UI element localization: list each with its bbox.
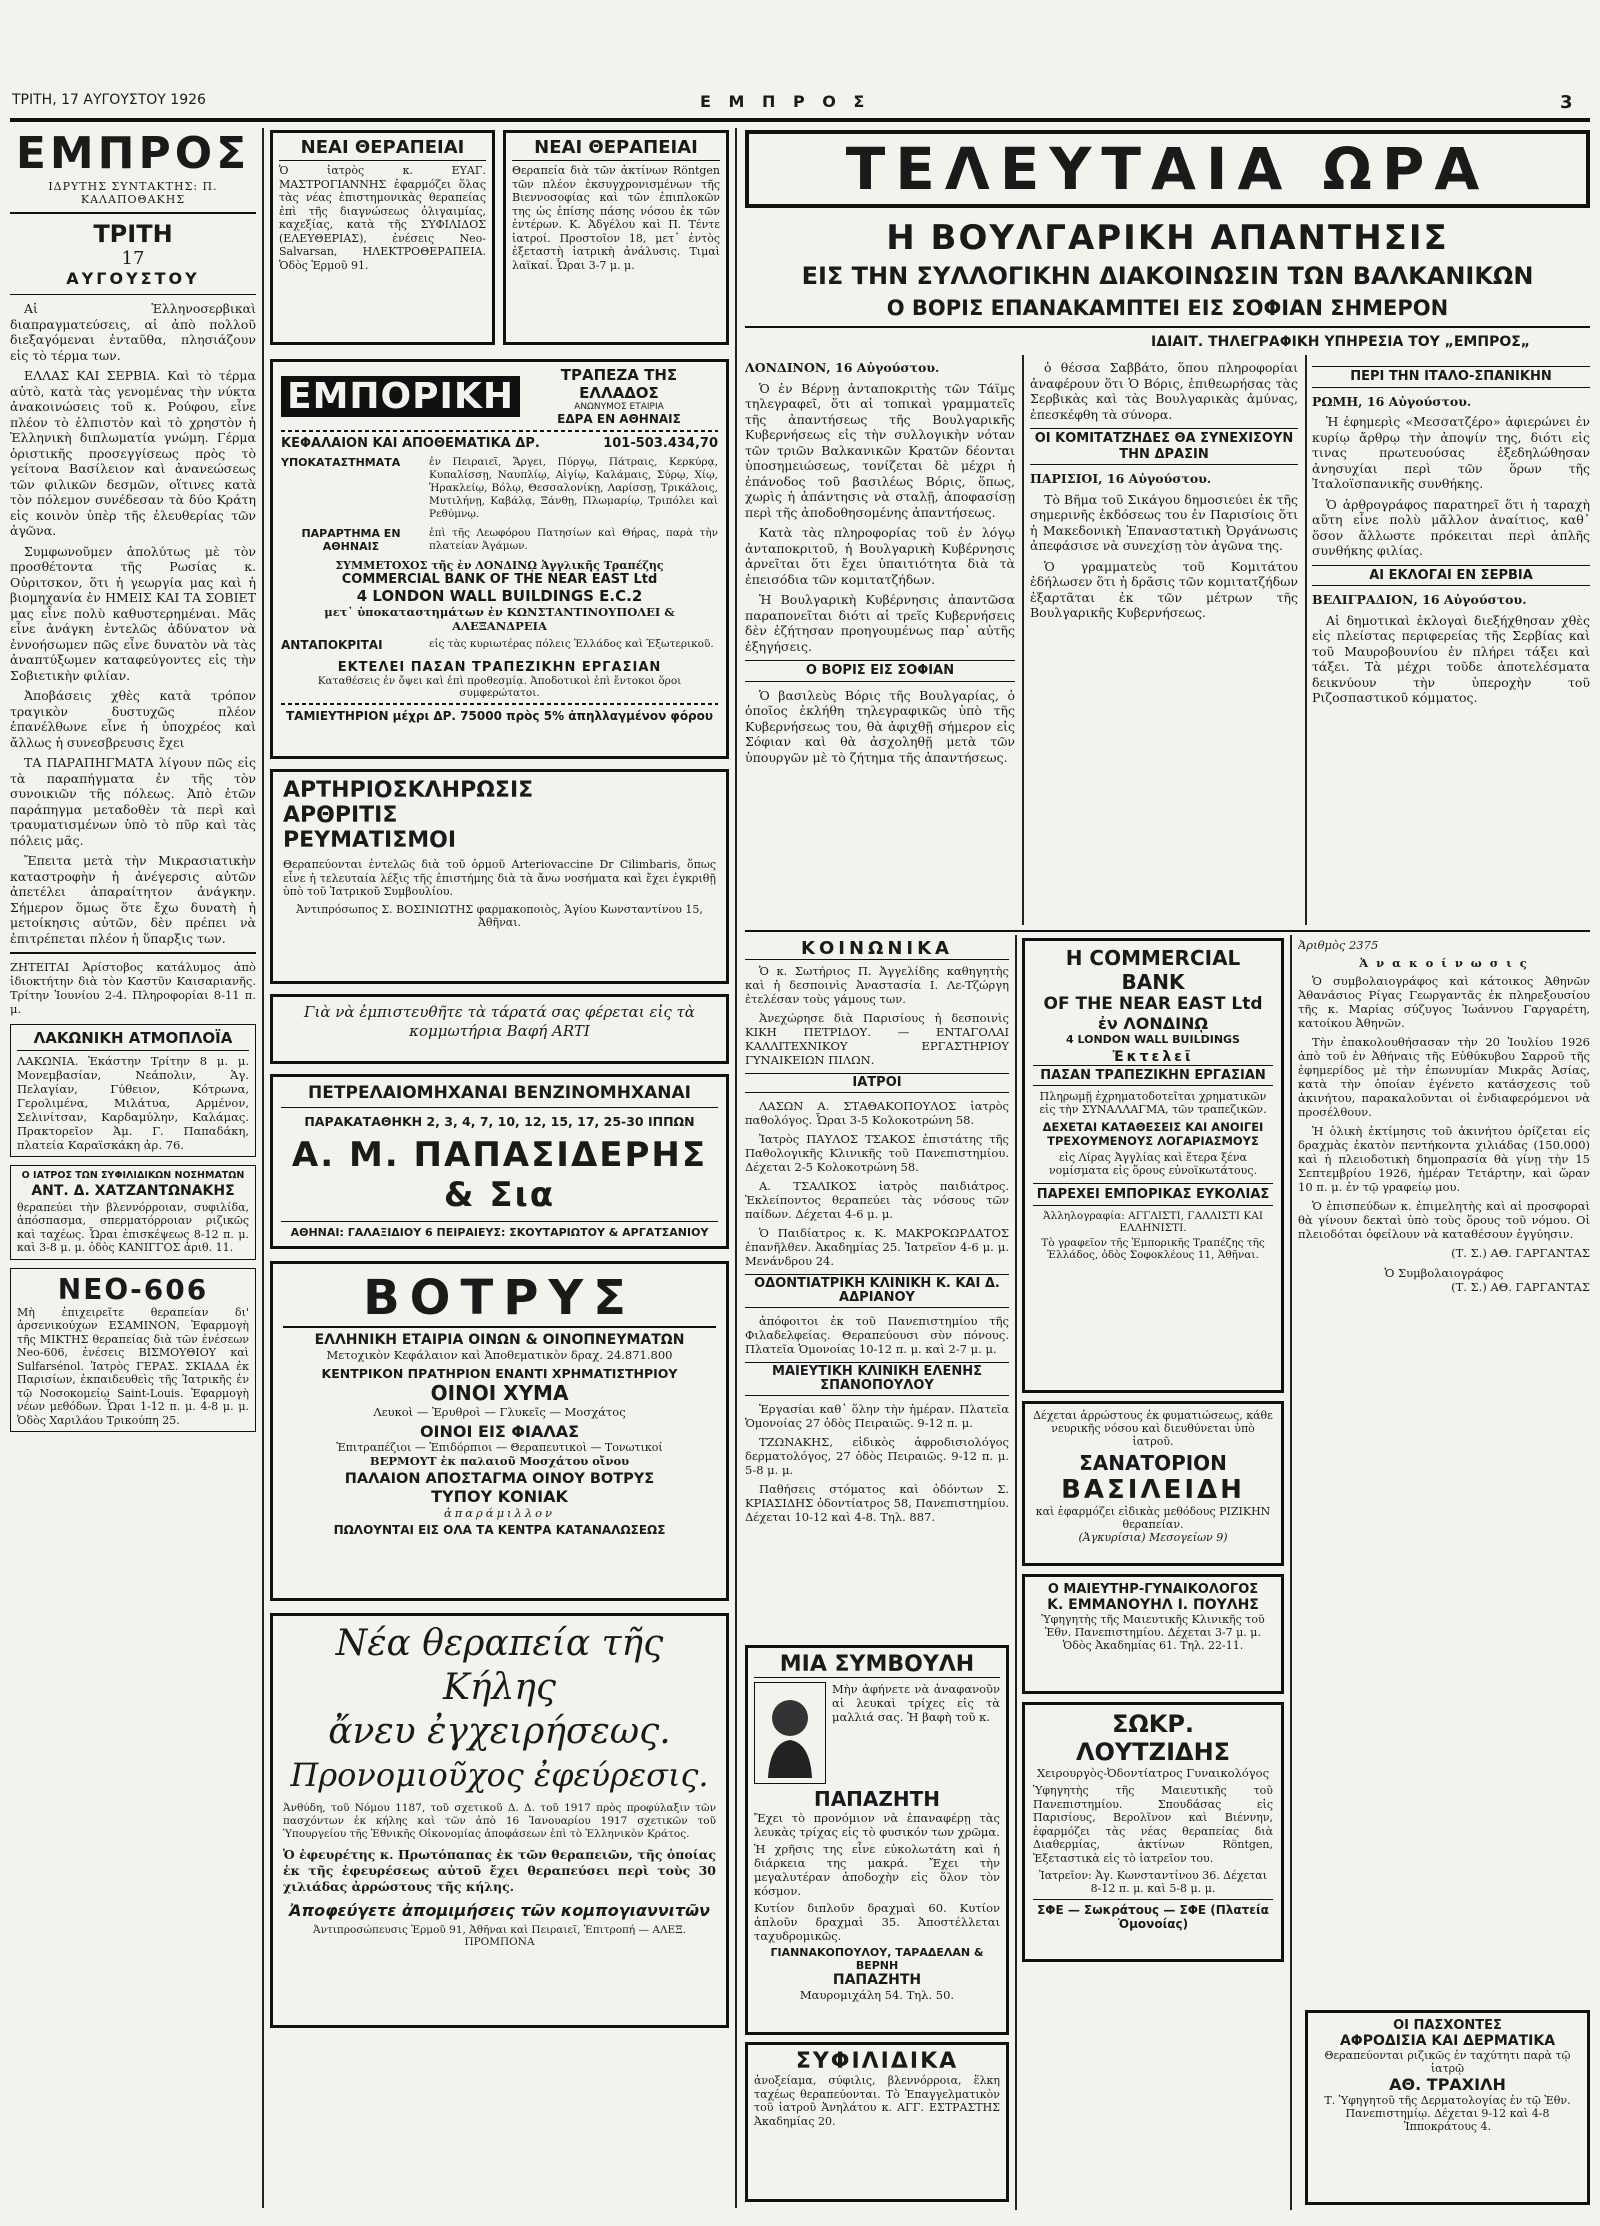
emporiki-london-name: COMMERCIAL BANK OF THE NEAR EAST Ltd [341, 572, 658, 587]
teleftaia-ora-banner [745, 130, 1590, 208]
sanatorion-intro: Δέχεται ἀρρώστους ἐκ φυματιώσεως, κάθε νευρικῆς νόσου καὶ διευθύνεται ὑπὸ ἰατροῦ. [1033, 1409, 1273, 1448]
emporiki-antap-note: εἰς τὰς κυριωτέρας πόλεις Ἑλλάδος καὶ Ἐξωτερικοῦ. [429, 638, 714, 650]
komitatz-heading: ΟΙ ΚΟΜΙΤΑΤΖΗΔΕΣ ΘΑ ΣΥΝΕΧΙΣΟΥΝ ΤΗΝ ΔΡΑΣΙΝ [1030, 428, 1298, 465]
dateline-rome: ΡΩΜΗ, 16 Αὐγούστου. [1312, 393, 1472, 409]
column-1 [10, 128, 256, 1432]
iatroi-heading: ΙΑΤΡΟΙ [745, 1073, 1009, 1093]
votrys-capital: Μετοχικὸν Κεφάλαιον καὶ Ἀποθεματικὸν δραχ. 24.871.800 [326, 1348, 673, 1362]
maieftir-title: Ο ΜΑΙΕΥΤΗΡ-ΓΥΝΑΙΚΟΛΟΓΟΣ [1047, 1582, 1259, 1597]
news-column-b [1030, 360, 1298, 925]
news-para: Ὁ βασιλεὺς Βόρις τῆς Βουλγαρίας, ὁ ὁποῖος ἐκλήθη τηλεγραφικῶς ὑπὸ τῆς Κυβερνήσεως του, θὰ ἀφιχθῇ σήμερον εἰς Σόφιαν καὶ θὰ ἀσχοληθῇ μετὰ τῶν ὑπουργῶν μὲ τὸ ζήτημα τῆς ἀπαντήσεως. [745, 687, 1015, 765]
koinonika-item: Ἀνεχώρησε διὰ Παρισίους ἡ δεσποινὶς ΚΙΚΗ ΠΕΤΡΙΔΟΥ. — ΕΝΤΑΓΟΛΑΙ ΚΑΛΛΙΤΕΧΝΙΚΟΥ ΕΡΓΑΣΤΗΡΙΟΥ ΓΥΝΑΙΚΕΙΩΝ ΠΙΛΩΝ. [745, 1011, 1009, 1067]
emporiki-sub3: ΕΔΡΑ ΕΝ ΑΘΗΝΑΙΣ [557, 412, 681, 426]
boris-heading: Ο ΒΟΡΙΣ ΕΙΣ ΣΟΦΙΑΝ [745, 660, 1015, 682]
news-para: Ὁ ἀρθρογράφος παρατηρεῖ ὅτι ἡ ταραχὴ αὕτη εἶνε πολὺ μᾶλλον ἀναίτιος, καθ᾽ ὅσον ἄλλωστε πρόκειται περὶ ἁπλῆς συνθήκης φιλίας. [1312, 496, 1590, 558]
votrys-fiales: ΟΙΝΟΙ ΕΙΣ ΦΙΑΛΑΣ [419, 1422, 580, 1441]
symvouli-pharmacy: ΓΙΑΝΝΑΚΟΠΟΥΛΟΥ, ΤΑΡΑΔΕΛΑΝ & ΒΕΡΝΗ [770, 1946, 984, 1972]
votrys-palaion: ΠΑΛΑΙΟΝ ΑΠΟΣΤΑΓΜΑ ΟΙΝΟΥ ΒΟΤΡΥΣ [344, 1471, 655, 1487]
news-para: Ὁ ἐν Βέρνῃ ἀνταποκριτὴς τῶν Τάϊμς τηλεγραφεῖ, ὅτι αἱ τοπικαὶ γραμματεῖς τῆς ἀπαντήσεως τῆς Βουλγαρικῆς Κυβερνήσεως εἰς τὴν συλλογικὴν νόταν τῶν τριῶν Βαλκανικῶν Κρατῶν δέονται ὑποσημειώσεως, τονίζεται δὲ μέχρι ἡ ἐπάνοδος τοῦ βασιλέως Βόρις, ὅπως, χωρὶς ἡ ἀπάντησις νὰ σταλῇ, ἀποφασίσῃ περὶ τῆς ἀποδοθησομένης ἀπαντήσεως. [745, 380, 1015, 520]
header-paper-name: Ε Μ Π Ρ Ο Σ [700, 92, 871, 111]
votrys-sub: ΕΛΛΗΝΙΚΗ ΕΤΑΙΡΙΑ ΟΙΝΩΝ & ΟΙΝΟΠΝΕΥΜΑΤΩΝ [314, 1332, 685, 1348]
votrys-title: ΒΟΤΡΥΣ [283, 1270, 716, 1328]
founder-line: ΙΔΡΥΤΗΣ ΣΥΝΤΑΚΤΗΣ: Π. ΚΑΛΑΠΟΘΑΚΗΣ [48, 180, 218, 206]
decree-para: Ὁ ἐπισπεύδων κ. ἐπιμελητὴς καὶ αἱ προσφοραὶ θὰ γίνουν δεκταὶ ὑπὸ τοὺς ὅρους τοῦ νόμου. Οἱ πλειοδόται ὀφείλουν νὰ καταθέσουν ἐγγύησιν. [1298, 1199, 1590, 1241]
symvouli-pharmacy-2: ΠΑΠΑΖΗΤΗ [832, 1972, 922, 1988]
symvouli-title: ΜΙΑ ΣΥΜΒΟΥΛΗ [754, 1652, 1000, 1678]
pathiseis-item: Παθήσεις στόματος καὶ ὀδόντων Σ. ΚΡΙΑΣΙΔΗΣ ὀδοντίατρος 58, Πανεπιστημίου. Δέχεται 10-12 καὶ 4-8. Τηλ. 887. [745, 1482, 1009, 1524]
votrys-types: Λευκοὶ — Ἐρυθροὶ — Γλυκεῖς — Μοσχάτος [373, 1405, 626, 1419]
odont-body: ἀπόφοιτοι ἐκ τοῦ Πανεπιστημίου τῆς Φιλαδελφείας. Θεραπεύουσι σὺν πόνους. Πλατεῖα Ὁμονοίας 10-12 π. μ. καὶ 2-7 μ. μ. [745, 1314, 1009, 1356]
emporiki-london-label: ΣΥΜΜΕΤΟΧΟΣ τῆς ἐν ΛΟΝΔΙΝῼ Ἀγγλικῆς Τραπέζης [335, 559, 664, 572]
kili-line-2: ἄνευ ἐγχειρήσεως. [328, 1711, 671, 1752]
kili-agent: Ἀντιπροσώπευσις Ἑρμοῦ 91, Ἀθῆναι καὶ Πειραιεῖ, Ἐπιτροπή — ΑΛΕΞ. ΠΡΟΜΠΟΝΑ [313, 1924, 686, 1948]
symvouli-ad [745, 1645, 1009, 2035]
news-bottom-rule [745, 930, 1590, 932]
editorial-para: ΕΛΛΑΣ ΚΑΙ ΣΕΡΒΙΑ. Καὶ τὸ τέρμα αὐτὸ, κατὰ τὰς γενομένας τὴν νύκτα ἀνακοινώσεις τοῦ κ. Ρούφου, εἶνε πλέον τὸ ἐλπιστὸν καὶ τὸ χρηστὸν ἡ Ἑλληνικὴ διπλωματία γνώμη. Γέρμα ὁριστικῆς προσεγγίσεως πρὸς τὸ γείτονα Βασίλειον καὶ ἀνανεώσεως τῶν φιλικῶν δεσμῶν, οἵτινες κατὰ τὸν πόλεμον συνέδεσαν τὰ δύο Κράτη εἰς κοινὸν ὑπὲρ τῆς ἐλευθερίας τῶν ἀγῶνα. [10, 368, 256, 538]
votrys-wine-ad [270, 1261, 729, 1601]
pasxontes-sub: ΑΦΡΟΔΙΣΙΑ ΚΑΙ ΔΕΡΜΑΤΙΚΑ [1339, 2033, 1556, 2049]
votrys-bermouth: ΒΕΡΜΟΥΤ ἐκ παλαιοῦ Μοσχάτου οἴνου [369, 1454, 630, 1468]
arthritis-ad [270, 769, 729, 984]
decree-signature-3: (Τ. Σ.) ΑΘ. ΓΑΡΓΑΝΤΑΣ [1451, 1280, 1590, 1294]
column-4-ads [1022, 938, 1284, 2208]
commercial-bank-ad [1022, 938, 1284, 1393]
neo606-title: ΝΕΟ-606 [57, 1272, 209, 1306]
maieftir-name: Κ. ΕΜΜΑΝΟΥΗΛ Ι. ΠΟΥΛΗΣ [1047, 1597, 1259, 1613]
top-news [745, 130, 1590, 350]
symvouli-address: Μαυρομιχάλη 54. Τηλ. 50. [799, 1988, 955, 2002]
sanatorion-ad [1022, 1401, 1284, 1566]
kili-line-3: Προνομιοῦχος ἐφεύρεσις. [290, 1756, 709, 1794]
decree-para: Τὴν ἐπακολουθήσασαν τὴν 20 Ἰουλίου 1926 ἀπὸ τοῦ ἐν Ἀθήναις τῆς Εὐθύκυβου Σαρροῦ τῆς ἐφημερίδος μὲ τὴν ἐπωνυμίαν Μικρᾶς Ἀσίας, κατὰ τὴν ὁποίαν ἐγένετο κατάσχεσις τοῦ ἀκινήτου, παρακαλοῦνται οἱ ἐνδιαφερόμενοι νὰ προσέλθουν. [1298, 1035, 1590, 1119]
pasxontes-ad [1305, 2010, 1590, 2205]
editorial-para: Αἱ Ἑλληνοσερβικαὶ διαπραγματεύσεις, αἱ ἀπὸ πολλοῦ διεξαγόμεναι ἐνταῦθα, πλησιάζουν εἰς τὸ τέρμα των. [10, 301, 256, 363]
nea-therapeia-2-body: Θεραπεία διὰ τῶν ἀκτίνων Röntgen τῶν πλέον ἐκσυγχρονισμένων τῆς Βιεννοσοφίας καὶ τῶν ἐπιπλοκῶν της ὡς ἐπίσης πάσης νόσου ἐκ τῶν ἐντέρων. Κ. Ἀδγέλου καὶ Π. Τέντε ἰατροί. Προστοῖον 18, μετ᾽ ἐντὸς ἐξεταστὴ ἰατρικὴ ἀνάλυσις. Τιμαὶ λαϊκαί. Ὧραι 3-7 μ. μ. [512, 164, 720, 272]
editorial-para: ΤΑ ΠΑΡΑΠΗΓΜΑΤΑ λίγουν πῶς εἰς τὰ παραπήγματα ἐν τῆς τὸν συνοικιῶν τῆς πόλεως. Ἀπὸ ἐτῶν παράπηγμα μεταδοθὲν τὰ περὶ καὶ τραυματισμένων ὑπὸ τὸ πῦρ καὶ τὰς πόλεις μᾶς. [10, 755, 256, 848]
maieftir-ad [1022, 1574, 1284, 1694]
news-column-c [1312, 360, 1590, 925]
koinonika-column [745, 938, 1009, 1638]
emporiki-parartima: ΠΑΡΑΡΤΗΜΑ ΕΝ ΑΘΗΝΑΙΣ [301, 527, 401, 553]
news-para: Ἡ ἐφημερὶς «Μεσσατζέρο» ἀφιερώνει ἐν κυρίῳ ἄρθρῳ τὴν ἀποψίν της, διότι εἰς τινας πρωτευούσας ἐξεδηλώθησαν ἀνησυχίαι περὶ τῶν ὅρων τῆς Ἰταλοϊσπανικῆς συνθήκης. [1312, 414, 1590, 491]
iatroi-item: ΛΑΣΩΝ Α. ΣΤΑΘΑΚΟΠΟΥΛΟΣ ἰατρὸς παθολόγος. Ὧραι 3-5 Κολοκοτρώνη 58. [745, 1099, 1009, 1127]
emporiki-branches-label: ΥΠΟΚΑΤΑΣΤΗΜΑΤΑ [281, 456, 401, 469]
votrys-fiales-types: Ἐπιτραπέζιοι — Ἐπιδόρπιοι — Θεραπευτικοὶ — Τονωτικοί [336, 1441, 663, 1454]
nea-therapeia-1-body: Ὁ ἰατρὸς κ. ΕΥΑΓ. ΜΑΣΤΡΟΓΙΑΝΝΗΣ ἐφαρμόζει ὅλας τὰς νέας ἐπιστημονικὰς θεραπείας ἐπὶ τῆς διαγνώσεως ὀλιγαιμίας, καχεξίας, κατὰ τῆς ΣΥΦΙΛΙΔΟΣ (ΕΛΕΥΘΕΡΙΑΣ), ἐνέσεις Neo-Salvarsan, ΗΛΕΚΤΡΟΘΕΡΑΠΕΙΑ. Ὁδὸς Ἑρμοῦ 91. [279, 164, 486, 272]
votrys-sold: ΠΩΛΟΥΝΤΑΙ ΕΙΣ ΟΛΑ ΤΑ ΚΕΝΤΡΑ ΚΑΤΑΝΑΛΩΣΕΩΣ [333, 1523, 666, 1537]
petrel-stock: ΠΑΡΑΚΑΤΑΘΗΚΗ 2, 3, 4, 7, 10, 12, 15, 17, 25-30 ΙΠΠΩΝ [304, 1114, 695, 1129]
nea-therapeia-row [270, 130, 729, 345]
emporiki-tamieftirion: ΤΑΜΙΕΥΤΗΡΙΟΝ μέχρι ΔΡ. 75000 πρὸς 5% ἀπηλλαγμένον φόρου [285, 709, 713, 723]
portrait-icon [754, 1682, 826, 1784]
commercial-line-6: ΠΑΣΑΝ ΤΡΑΠΕΖΙΚΗΝ ΕΡΓΑΣΙΑΝ [1033, 1065, 1273, 1086]
emporiki-bank-ad [270, 359, 729, 759]
emporiki-sub1: ΤΡΑΠΕΖΑ ΤΗΣ ΕΛΛΑΔΟΣ [560, 366, 678, 402]
arthro-line-3: ΡΕΥΜΑΤΙΣΜΟΙ [283, 828, 457, 853]
doctor-ad-body: θεραπεύει τὴν βλεννόρροιαν, συφιλίδα, ἀπόσπασμα, σπερματόρροιαν ριζικῶς καὶ ταχέως. Ὧραι ἐπισκέψεως 8-12 π. μ. καὶ 3-8 μ. μ. ὁδὸς ΚΑΝΙΓΓΟΣ ἀριθ. 11. [17, 1200, 249, 1254]
news-para: Τὸ Βῆμα τοῦ Σικάγου δημοσιεύει ἐκ τῆς σημερινῆς ἐκδόσεως του ἐν Παρισίοις ὅτι ἡ Μακεδονικὴ Ἐπαναστατικὴ Ὀργάνωσις ἀπεφάσισε νὰ συνεχίσῃ τὸν ἀγῶνα της. [1030, 491, 1298, 553]
loutzidis-hours: Ἰατρεῖον: Ἀγ. Κωνσταντίνου 36. Δέχεται 8-12 π. μ. καὶ 5-8 μ. μ. [1038, 1869, 1268, 1895]
commercial-line-8: ΔΕΧΕΤΑΙ ΚΑΤΑΘΕΣΕΙΣ ΚΑΙ ΑΝΟΙΓΕΙ ΤΡΕΧΟΥΜΕΝΟΥΣ ΛΟΓΑΡΙΑΣΜΟΥΣ [1042, 1120, 1264, 1148]
laconian-ad [10, 1024, 256, 1157]
decree-para: Ὁ συμβολαιογράφος καὶ κάτοικος Ἀθηνῶν Ἀθανάσιος Ρίγας Γεωργαντᾶς ἐκ πληρεξουσίου τῆς κ. Μαρίας σύζυγος Ἰωάννου Γαργαρέτη, κατοίκου Ἀθηνῶν. [1298, 974, 1590, 1030]
syfiliaka-body: ἀνοξείαμα, σύφιλις, βλεννόρροια, ἕλκη ταχέως θεραπεύονται. Τὸ Ἐπαγγελματικὸν τοῦ ἰατροῦ Ἀνηλάτου κ. ΑΓΓ. ΕΣΤΡΑΣΤΗΣ Ἀκαδημίας 20. [754, 2074, 1000, 2128]
main-subhead-2: Ο ΒΟΡΙΣ ΕΠΑΝΑΚΑΜΠΤΕΙ ΕΙΣ ΣΟΦΙΑΝ ΣΗΜΕΡΟΝ [886, 296, 1449, 320]
commercial-line-3: ἐν ΛΟΝΔΙΝῼ [1097, 1014, 1209, 1033]
symvouli-name: ΠΑΠΑΖΗΤΗ [813, 1787, 941, 1811]
editorial-para: Ἀποβάσεις χθὲς κατὰ τρόπον τραγικὸν δυστυχῶς πλέον ἐπανέλθωνε εἶνε ἡ ὑποχρέος καὶ ἄλλως ἡ συνεσβρευσις ἔχει [10, 688, 256, 750]
syfiliaka-title: ΣΥΦΙΛΙΔΙΚΑ [795, 2049, 959, 2074]
votrys-oinoi: ΟΙΝΟΙ ΧΥΜΑ [430, 1381, 569, 1405]
loutzidis-ad [1022, 1702, 1284, 1962]
commercial-line-12: Τὸ γραφεῖον τῆς Ἐμπορικῆς Τραπέζης τῆς Ἑλλάδος, ὁδὸς Σοφοκλέους 11, Ἀθῆναι. [1041, 1237, 1265, 1261]
nea-therapeia-2-title: ΝΕΑΙ ΘΕΡΑΠΕΙΑΙ [512, 137, 720, 161]
classified-ad: ΖΗΤΕΙΤΑΙ Ἀρίστοβος κατάλυμος ἀπὸ ἰδιοκτήτην διὰ τὸν Καστῦν Καισαριανῆς. Τρίτην Ἰουνίου 2-4. Πληροφορίαι 8-11 π. μ. [10, 959, 256, 1016]
issue-day: 17 [121, 247, 145, 269]
doctor-ad [10, 1165, 256, 1260]
column-2 [270, 130, 729, 2028]
header-rule [10, 118, 1590, 122]
loutzidis-body: Ὑφηγητὴς τῆς Μαιευτικῆς τοῦ Πανεπιστημίου. Σπουδάσας εἰς Παρισίους, Βερολῖνον καὶ Βιέννην, ἐφαρμόζει τὰς νέας θεραπείας διὰ Διαθερμίας, ἀκτίνων Röntgen, Ἐξεταστικὰ εἰς τὸ ἰατρεῖον του. [1033, 1784, 1273, 1865]
commercial-line-10: ΠΑΡΕΧΕΙ ΕΜΠΟΡΙΚΑΣ ΕΥΚΟΛΙΑΣ [1033, 1183, 1273, 1206]
hernia-treatment-ad [270, 1613, 729, 2028]
neo606-ad [10, 1268, 256, 1433]
emporiki-title: ΕΜΠΟΡΙΚΗ [281, 376, 520, 417]
arthro-body: Θεραπεύονται ἐντελῶς διὰ τοῦ ὁρμοῦ Arteriovaccine Dr Cilimbaris, ὅπως εἶνε ἡ τελευταία λέξις τῆς ἐπιστήμης διὰ τὰ ἄνω νοσήματα καὶ ἔχει ἐγκριθῇ ὑπὸ τοῦ Ἰατρικοῦ Συμβουλίου. [283, 858, 716, 898]
tzonaki-item: ΤΖΩΝΑΚΗΣ, εἰδικὸς ἀφροδισιολόγος δερματολόγος, 27 ὁδὸς Πειραιῶς. 9-12 π. μ. 5-8 μ. μ. [745, 1435, 1009, 1477]
loutzidis-sub: Χειρουργὸς-Ὀδοντίατρος Γυναικολόγος [1036, 1766, 1270, 1780]
commercial-line-11: Ἀλληλογραφία: ΑΓΓΛΙΣΤΙ, ΓΑΛΛΙΣΤΙ ΚΑΙ ΕΛΛΗΝΙΣΤΙ. [1043, 1210, 1263, 1234]
column-rule-1 [262, 128, 264, 2208]
maieftiki-heading: ΜΑΙΕΥΤΙΚΗ ΚΛΙΝΙΚΗ ΕΛΕΝΗΣ ΣΠΑΝΟΠΟΥΛΟΥ [745, 1362, 1009, 1396]
pasxontes-body-2: Τ. Ὑφηγητοῦ τῆς Δερματολογίας ἐν τῷ Ἐθν. Πανεπιστημίῳ. Δέχεται 9-12 καὶ 4-8 Ἰπποκράτους 4. [1324, 2094, 1571, 2133]
syfiliaka-ad [745, 2042, 1009, 2202]
nea-therapeia-ad-2 [503, 130, 729, 345]
kili-line-1: Νέα θεραπεία τῆς Κήλης [335, 1623, 664, 1708]
kili-body-2: Ὁ ἐφευρέτης κ. Πρωτόπαπας ἐκ τῶν θεραπειῶν, τῆς ὁποίας ἐκ τῆς ἐφευρέσεως αὐτοῦ ἔχει θεραπεύσει περὶ τοὺς 30 χιλιάδας ἀρρώστους τῆς κήλης. [283, 1847, 716, 1894]
arthro-line-2: ΑΡΘΡΙΤΙΣ [283, 803, 398, 828]
emporiki-capital-value: 101-503.434,70 [603, 436, 718, 451]
nea-therapeia-1-title: ΝΕΑΙ ΘΕΡΑΠΕΙΑΙ [279, 137, 486, 161]
commercial-line-7: Πληρωμῇ ἐχρηματοδοτεῖται χρηματικῶν εἰς τὴν ΣΥΝΑΛΛΑΓΜΑ, τῶν τραπεζικῶν. [1039, 1090, 1267, 1116]
lower-rule-1 [1015, 935, 1017, 2210]
arti-note: Γιὰ νὰ ἐμπιστευθῆτε τὰ τάρατά σας φέρεται εἰς τὰ κομμωτήρια Βαφή ARTI [304, 1003, 695, 1040]
emporiki-branches: ἐν Πειραιεῖ, Ἄργει, Πύργῳ, Πάτραις, Κερκύρᾳ, Κυπαλίσσῃ, Ναυπλίῳ, Αἰγίῳ, Καλάμαις, Σύρῳ, Χίῳ, Ἡρακλείῳ, Βόλῳ, Θεσσαλονίκῃ, Λαρίσσῃ, Τρικάλοις, Μυτιλήνῃ, Καβάλᾳ, Ξάνθῃ, Πλωμαρίῳ, Τριπόλει καὶ Ρεθύμνῳ. [429, 456, 718, 520]
arti-dye-ad [270, 994, 729, 1064]
commercial-line-5: Ἐκτελεῖ [1112, 1049, 1194, 1065]
news-para: Κατὰ τὰς πληροφορίας τοῦ ἐν λόγῳ ἀνταποκριτοῦ, ἡ Βουλγαρικὴ Κυβέρνησις ἀρνεῖται ὅτι ἔχει ὑπαιτιότητα διὰ τὰ ἐπεισόδια τῶν κομιτατζήδων. [745, 525, 1015, 587]
editorial-para: Ἔπειτα μετὰ τὴν Μικρασιατικὴν καταστροφὴν ἡ ἀνέγερσις αὐτῶν ἀπετέλει ἀπαραίτητον ἀνάγκην. Σήμερον ὅμως ὅτε ἔχω δυνατὴ ἡ μετοίκησις αὐτῶν, δὲν πρέπει νὰ ἐπιτρέπεται πλέον ἡ ὕπαρξις των. [10, 853, 256, 946]
kili-warning: Ἀποφεύγετε ἀπομιμήσεις τῶν κομπογιαννιτῶν [289, 1901, 710, 1920]
decree-signature-2: Ὁ Συμβολαιογράφος [1384, 1266, 1504, 1280]
commercial-line-4: 4 LONDON WALL BUILDINGS [1066, 1033, 1240, 1046]
emporiki-capital-label: ΚΕΦΑΛΑΙΟΝ ΚΑΙ ΑΠΟΘΕΜΑΤΙΚΑ ΔΡ. [281, 436, 540, 451]
pasxontes-body: Θεραπεύονται ριζικῶς ἐν ταχύτητι παρὰ τῷ ἰατρῷ [1324, 2049, 1571, 2075]
decree-para: Ἡ ὁλικὴ ἐκτίμησις τοῦ ἀκινήτου ὁρίζεται εἰς δραχμὰς ἑκατὸν πεντήκοντα χιλιάδας (150.000) καὶ ἡ πλειοδοτικὴ δημοπρασία θὰ γίνῃ τὴν 15 Σεπτεμβρίου 1926, ἡμέραν Τετάρτην, καὶ ὥραν 10 π. μ. ἐν τῷ γραφείῳ μου. [1298, 1124, 1590, 1194]
arthro-agent: Ἀντιπρόσωπος Σ. ΒΟΣΙΝΙΩΤΗΣ φαρμακοποιὸς, Ἁγίου Κωνσταντίνου 15, Ἀθῆναι. [296, 902, 703, 929]
loutzidis-address: ΣΦΕ — Σωκράτους — ΣΦΕ (Πλατεία Ὁμονοίας) [1033, 1899, 1273, 1931]
news-para: Ἡ Βουλγαρικὴ Κυβέρνησις ἀπαντῶσα παραπονεῖται διότι αἱ τρεῖς Κυβερνήσεις δὲν ἐζήτησαν προηγουμένως παρ᾽ αὐτῆς ἐξηγήσεις. [745, 592, 1015, 654]
emporiki-ops: ΕΚΤΕΛΕΙ ΠΑΣΑΝ ΤΡΑΠΕΖΙΚΗΝ ΕΡΓΑΣΙΑΝ [337, 660, 662, 675]
arthro-line-1: ΑΡΤΗΡΙΟΣΚΛΗΡΩΣΙΣ [283, 778, 534, 803]
petrel-engines-ad [270, 1074, 729, 1249]
laconian-body: ΛΑΚΩΝΙΑ. Ἐκάστην Τρίτην 8 μ. μ. Μονεμβασίαν, Νεάπολιν, Ἁγ. Πελαγίαν, Γύθειον, Κότρωνα, Γερολιμένα, Μιλάτυα, Αρμένον, Σελινίτσαν, Καρδαμύλην, Καλάμας. Πρακτορεῖον Ἀμ. Γ. Παπαδάκη, πλατεία Καραϊσκάκη ἀρ. 76. [17, 1053, 249, 1152]
news-rule-2 [1305, 355, 1307, 925]
petrel-address: ΑΘΗΝΑΙ: ΓΑΛΑΞΙΔΙΟΥ 6 ΠΕΙΡΑΙΕΥΣ: ΣΚΟΥΤΑΡΙΩΤΟΥ & ΑΡΓΑΤΣΑΝΙΟΥ [281, 1221, 718, 1239]
iatroi-item: Ἰατρὸς ΠΑΥΛΟΣ ΤΣΑΚΟΣ ἐπιστάτης τῆς Παθολογικῆς Κλινικῆς τοῦ Πανεπιστημίου. Δέχεται 2-5 Κολοκοτρώνη 58. [745, 1132, 1009, 1174]
news-rule-1 [1022, 355, 1024, 925]
sanatorion-body: καὶ ἐφαρμόζει εἰδικὰς μεθόδους ΡΙΖΙΚΗΝ θεραπείαν. [1035, 1505, 1271, 1531]
sanatorion-name: ΒΑΣΙΛΕΙΔΗ [1061, 1475, 1245, 1505]
odont-heading: ΟΔΟΝΤΙΑΤΡΙΚΗ ΚΛΙΝΙΚΗ Κ. ΚΑΙ Δ. ΑΔΡΙΑΝΟΥ [745, 1274, 1009, 1308]
doctor-ad-name: ΑΝΤ. Δ. ΧΑΤΖΑΝΤΩΝΑΚΗΣ [31, 1182, 235, 1199]
emporiki-antap-label: ΑΝΤΑΠΟΚΡΙΤΑΙ [281, 638, 383, 652]
editorial-column [10, 301, 256, 946]
votrys-konyak: ΤΥΠΟΥ ΚΟΝΙΑΚ [431, 1487, 568, 1506]
maieftir-body: Ὑφηγητὴς τῆς Μαιευτικῆς Κλινικῆς τοῦ Ἐθν. Πανεπιστημίου. Δέχεται 3-7 μ. μ. Ὁδὸς Ἀκαδημίας 61. Τηλ. 22-11. [1041, 1613, 1265, 1652]
petrel-name: Α. Μ. ΠΑΠΑΣΙΔΕΡΗΣ & Σια [291, 1135, 708, 1215]
decree-column [1298, 938, 1590, 1983]
serbia-heading: ΑΙ ΕΚΛΟΓΑΙ ΕΝ ΣΕΡΒΙΑ [1312, 565, 1590, 587]
decree-number: Ἀριθμὸς 2375 [1298, 938, 1379, 952]
koinonika-heading: ΚΟΙΝΩΝΙΚΑ [745, 938, 1009, 960]
editorial-para: Συμφωνοῦμεν ἀπολύτως μὲ τὸν προσθέτοντα τῆς Ρωσίας κ. Οὐριτσκον, ὅτι ἡ γεωργία μας καὶ ἡ βιομηχανία ἐν ΗΜΕΙΣ ΚΑΙ ΤΑ ΣΟΒΙΕΤ μας εἶνε πολὺ καθυστερημέναι. Μᾶς εἶνε ἀνάγκη ἐντελῶς ἀδύνατον νὰ ἐννοήσωμεν πῶς εἶνε δυνατὸν νὰ τὰς ἀναπτύξωμεν καταφεύγοντες εἰς τὴν Σοβιετικὴν φιλίαν. [10, 543, 256, 683]
emporiki-sub2: ΑΝΩΝΥΜΟΣ ΕΤΑΙΡΙΑ [574, 402, 664, 412]
news-para: Ὁ γραμματεὺς τοῦ Κομιτάτου ἐδήλωσεν ὅτι ἡ δρᾶσις τῶν κομιτατζήδων ἐξαρτᾶται ἐκ τῶν μέτρων τῆς Βουλγαρικῆς Κυβερνήσεως. [1030, 558, 1298, 620]
koinonika-item: Ὁ κ. Σωτήριος Π. Ἀγγελίδης καθηγητὴς καὶ ἡ δεσποινὶς Ἀναστασία Ι. Λε-Τζώργη ἐτελέσαν τοὺς γάμους των. [745, 964, 1009, 1006]
sanatorion-address: (Ἀγκυρίσια) Μεσογείων 9) [1078, 1531, 1228, 1544]
kili-body: Ἀνθύδη, τοῦ Νόμου 1187, τοῦ σχετικοῦ Δ. Δ. τοῦ 1917 πρὸς προφύλαξιν τῶν πασχόντων ἐκ κήλης καὶ τῶν ἀπὸ 16 Ἰανουαρίου 1917 σχετικῶν τοῦ Ὑπουργείου τῆς Ἐθνικῆς Οἰκονομίας ἀποφάσεων ἐπὶ τὸ Ἑλληνικὸν Κράτος. [283, 1802, 716, 1840]
emporiki-london-addr: 4 LONDON WALL BUILDINGS E.C.2 [356, 587, 643, 605]
symvouli-body-3: Ἡ χρῆσις της εἶνε εὐκολωτάτη καὶ ἡ διάρκεια της μακρά. Ἔχει τὴν μεγαλυτέραν ἀποδοχὴν εἰς ὅλον τὸν κόσμον. [754, 1842, 1000, 1898]
laconian-title: ΛΑΚΩΝΙΚΗ ΑΤΜΟΠΛΟΪΑ [17, 1029, 249, 1051]
lower-rule-2 [1290, 935, 1292, 2210]
pasxontes-title: ΟΙ ΠΑΣΧΟΝΤΕΣ [1393, 2018, 1502, 2033]
banner-title: ΤΕΛΕΥΤΑΙΑ ΩΡΑ [845, 135, 1490, 203]
emporiki-parartima-note: ἐπὶ τῆς Λεωφόρου Πατησίων καὶ Θήρας, παρὰ τὴν πλατείαν Ἀγάμων. [429, 527, 718, 552]
dateline-paris: ΠΑΡΙΣΙΟΙ, 16 Αὐγούστου. [1030, 471, 1212, 486]
dateline-belgrade: ΒΕΛΙΓΡΑΔΙΟΝ, 16 Αὐγούστου. [1312, 592, 1527, 607]
main-headline: Η ΒΟΥΛΓΑΡΙΚΗ ΑΠΑΝΤΗΣΙΣ [886, 218, 1449, 258]
commercial-line-2: OF THE NEAR EAST Ltd [1043, 994, 1263, 1014]
votrys-aparamillon: ἀπαράμιλλον [443, 1506, 556, 1520]
masthead: ΕΜΠΡΟΣ [15, 128, 251, 179]
emporiki-deposits: Καταθέσεις ἐν ὄψει καὶ ἐπὶ προθεσμίᾳ. Ἀποδοτικοὶ ἐπὶ ἔντοκοι ὅροι συμφερώτατοι. [317, 675, 682, 699]
iatroi-item: Ὁ Παιδίατρος κ. Κ. ΜΑΚΡΟΚΩΡΔΑΤΟΣ ἐπανῆλθεν. Ἀκαδημίας 25. Ἰατρεῖον 4-6 μ. μ. Μενάνδρου 24. [745, 1226, 1009, 1268]
decree-signature: (Τ. Σ.) ΑΘ. ΓΑΡΓΑΝΤΑΣ [1451, 1246, 1590, 1260]
main-subhead: ΕΙΣ ΤΗΝ ΣΥΛΛΟΓΙΚΗΝ ΔΙΑΚΟΙΝΩΣΙΝ ΤΩΝ ΒΑΛΚΑΝΙΚΩΝ [801, 262, 1534, 290]
news-para: Αἱ δημοτικαὶ ἐκλογαὶ διεξήχθησαν χθὲς εἰς πλείστας περιφερείας τῆς Σερβίας καὶ τοῦ Μαυροβουνίου ἐν πλήρει τάξει καὶ τάξει. Τὰ μέχρι τοῦδε ἀποτελέσματα δεικνύουν τὴν ὑπεροχὴν τοῦ Ριζοσπαστικοῦ κόμματος. [1312, 612, 1590, 705]
sanatorion-title: ΣΑΝΑΤΟΡΙΟΝ [1079, 1451, 1227, 1475]
symvouli-price: Κυτίον διπλοῦν δραχμαὶ 60. Κυτίον ἁπλοῦν δραχμαὶ 35. Ἀποστέλλεται ταχυδρομικῶς. [754, 1901, 1000, 1943]
decree-heading: Ἀ ν α κ ο ί ν ω σ ι ς [1359, 956, 1529, 970]
commercial-line-1: Η COMMERCIAL BANK [1065, 946, 1241, 994]
symvouli-body: Μὴν ἀφήνετε νὰ ἀναφανοῦν αἱ λευκαὶ τρίχες εἰς τὰ μαλλιά σας. Ἡ βαφὴ τοῦ κ. [832, 1682, 1000, 1724]
petrel-title: ΠΕΤΡΕΛΑΙΟΜΗΧΑΝΑΙ ΒΕΝΖΙΝΟΜΗΧΑΝΑΙ [281, 1083, 718, 1108]
dateline-london: ΛΟΝΔΙΝΟΝ, 16 Αὐγούστου. [745, 360, 940, 375]
italy-heading: ΠΕΡΙ ΤΗΝ ΙΤΑΛΟ-ΣΠΑΝΙΚΗΝ [1312, 366, 1590, 388]
commercial-line-9: εἰς Λίρας Ἀγγλίας καὶ ἕτερα ξένα νομίσματα εἰς ὅρους εὐνοϊκωτάτους. [1048, 1151, 1257, 1177]
news-column-a [745, 360, 1015, 925]
neo606-body: Μὴ ἐπιχειρεῖτε θεραπείαν δι' ἀρσενικούχων ΕΣΑΜΙΝΟΝ, Ἐφαρμογὴ τῆς ΜΙΚΤΗΣ θεραπείας διὰ τῶν ἐνέσεων Neo-606, ἐνέσεις ΒΙΣΜΟΥΘΙΟΥ καὶ Sulfarsénol. Ἰατρὸς ΓΕΡΑΣ. ΣΚΙΑΔΑ ἐκ Παρισίων, ἐκπαιδευθεὶς τῆς Ἰατρικῆς ἐν τῷ Νοσοκομείῳ Saint-Louis. Ἐφαρμογὴ νέων μεθόδων. Ὧραι 1-12 π. μ. 4-8 μ. μ. Ὁδὸς Χαριλάου Τρικούπη 25. [17, 1305, 249, 1427]
telegraph-service: ΙΔΙΑΙΤ. ΤΗΛΕΓΡΑΦΙΚΗ ΥΠΗΡΕΣΙΑ ΤΟΥ „ΕΜΠΡΟΣ„ [1151, 334, 1530, 350]
emporiki-london-offices: μετ᾽ ὑποκαταστημάτων ἐν ΚΩΝΣΤΑΝΤΙΝΟΥΠΟΛΕΙ & ΑΛΕΞΑΝΔΡΕΙΑ [324, 605, 675, 633]
iatroi-item: Α. ΤΣΑΛΙΚΟΣ ἰατρὸς παιδιάτρος. Ἐκλείποντος θεραπεύει τὰς νόσους τῶν παίδων. Δέχεται 4-6 μ. μ. [745, 1179, 1009, 1221]
nea-therapeia-ad-1 [270, 130, 495, 345]
header-date: ΤΡΙΤΗ, 17 ΑΥΓΟΥΣΤΟΥ 1926 [12, 92, 206, 108]
header-page-number: 3 [1560, 92, 1573, 113]
symvouli-body-2: Ἔχει τὸ προνόμιον νὰ ἐπαναφέρῃ τὰς λευκὰς τρίχας εἰς τὸ φυσικόν των χρῶμα. [754, 1811, 1000, 1839]
maieftiki-body: Ἐργασίαι καθ᾽ ὅλην τὴν ἡμέραν. Πλατεῖα Ὁμονοίας 27 ὁδὸς Πειραιῶς. 9-12 π. μ. [745, 1402, 1009, 1430]
doctor-ad-head: Ο ΙΑΤΡΟΣ ΤΩΝ ΣΥΦΙΛΙΔΙΚΩΝ ΝΟΣΗΜΑΤΩΝ [21, 1169, 245, 1181]
issue-weekday: ΤΡΙΤΗ [93, 219, 173, 248]
issue-month: ΑΥΓΟΥΣΤΟΥ [66, 268, 200, 288]
loutzidis-title: ΣΩΚΡ. ΛΟΥΤΖΙΔΗΣ [1075, 1710, 1231, 1766]
votrys-office: ΚΕΝΤΡΙΚΟΝ ΠΡΑΤΗΡΙΟΝ ΕΝΑΝΤΙ ΧΡΗΜΑΤΙΣΤΗΡΙΟΥ [321, 1366, 678, 1381]
pasxontes-name: ΑΘ. ΤΡΑΧΙΛΗ [1389, 2075, 1506, 2094]
column-rule-2 [735, 128, 737, 2208]
news-para: ὁ θέσσα Σαββάτο, ὅπου πληροφορίαι ἀναφέρουν ὅτι Ὁ Βόρις, ἐπιθεωρήσας τὰς Σερβικὰς καὶ τὰς Βουλγαρικὰς ἀμύνας, ἐπεσκέφθη τὰ σύνορα. [1030, 360, 1298, 422]
